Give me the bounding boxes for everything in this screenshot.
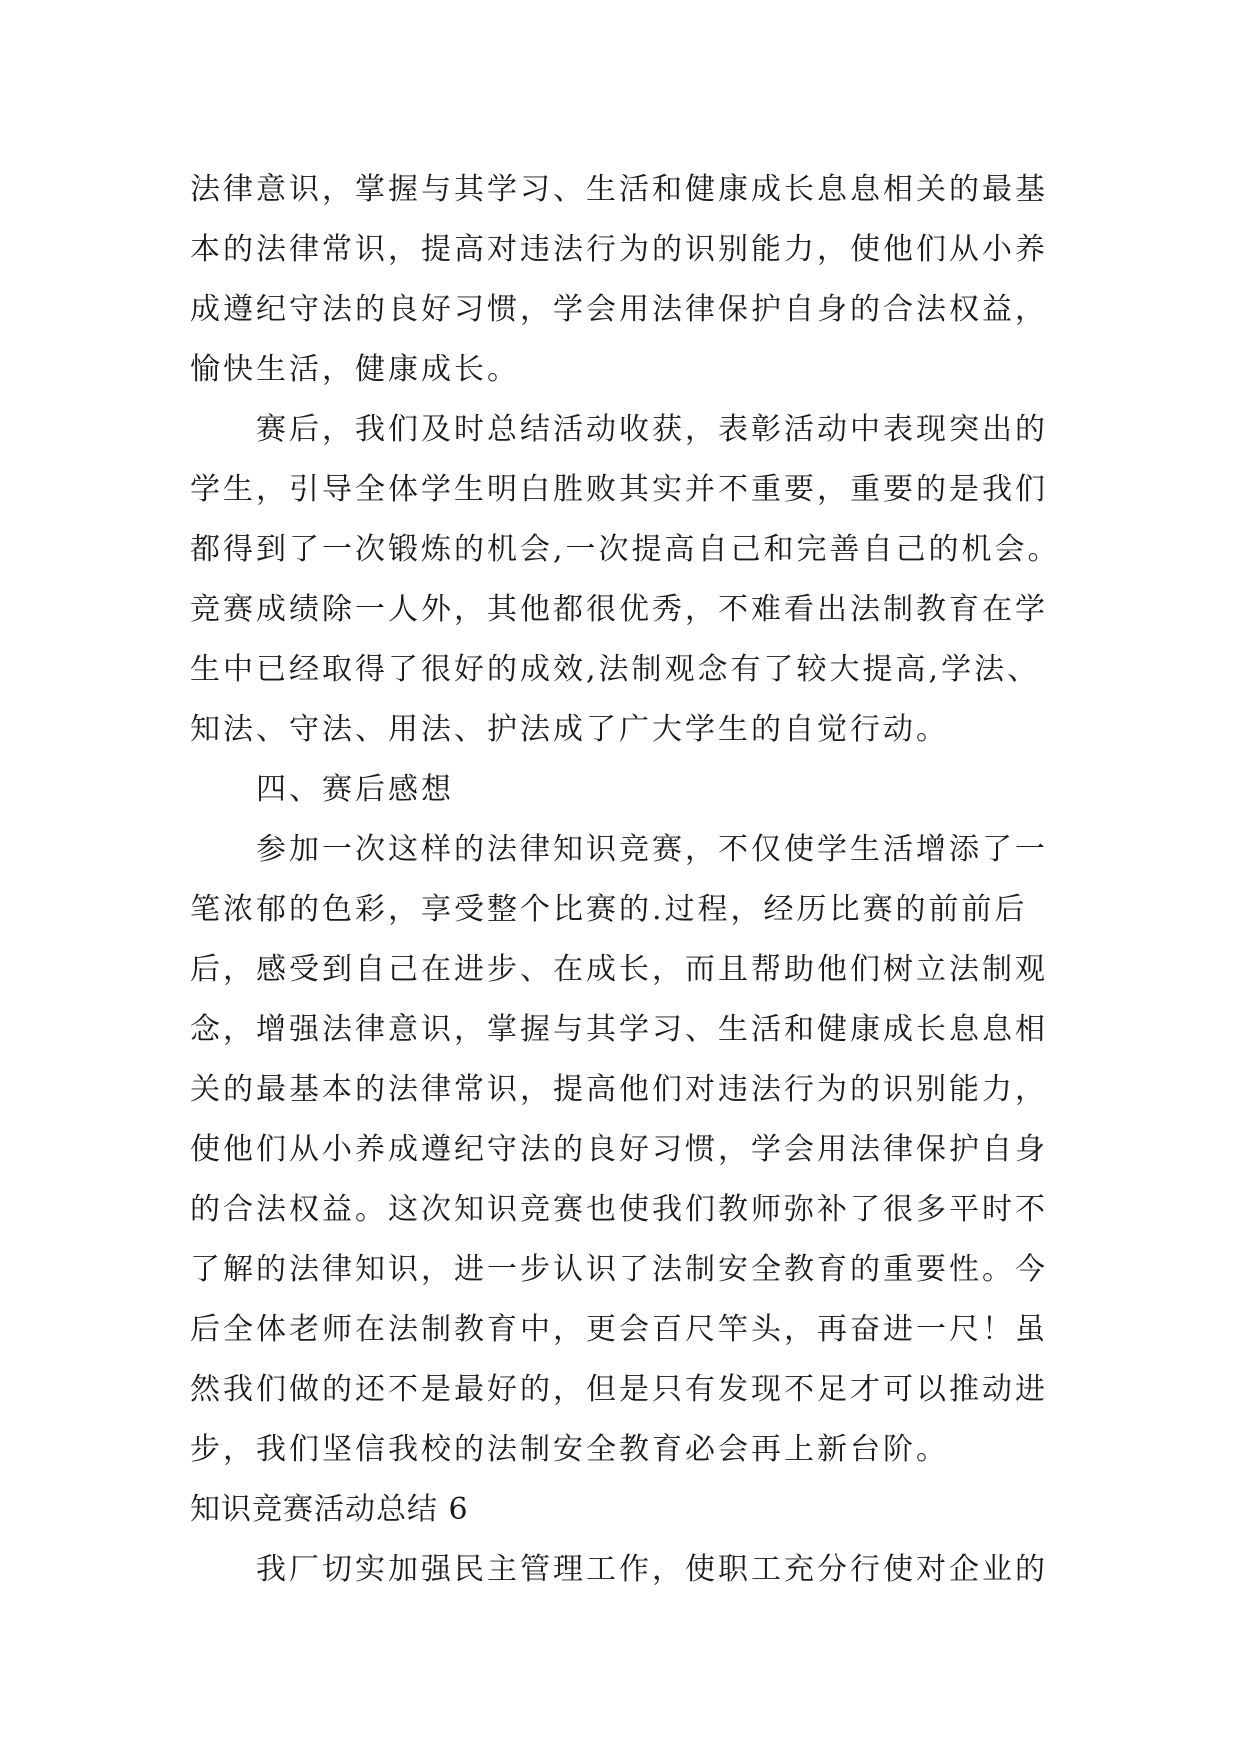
text-line: 知法、守法、用法、护法成了广大学生的自觉行动。 [190, 712, 949, 747]
paragraph-start-line: 赛后，我们及时总结活动收获，表彰活动中表现突出的 [256, 412, 1048, 447]
text-line: 笔浓郁的色彩，享受整个比赛的.过程，经历比赛的前前后 [190, 892, 1028, 927]
text-line: 然我们做的还不是最好的，但是只有发现不足才可以推动进 [190, 1372, 1048, 1407]
text-line: 使他们从小养成遵纪守法的良好习惯，学会用法律保护自身 [190, 1132, 1048, 1167]
paragraph-start-line: 参加一次这样的法律知识竞赛，不仅使学生活增添了一 [256, 832, 1048, 867]
text-line: 愉快生活，健康成长。 [190, 352, 520, 387]
text-line: 生中已经取得了很好的成效,法制观念有了较大提高,学法、 [190, 652, 1041, 687]
text-line: 的合法权益。这次知识竞赛也使我们教师弥补了很多平时不 [190, 1192, 1048, 1227]
text-line: 成遵纪守法的良好习惯，学会用法律保护自身的合法权益， [190, 292, 1048, 327]
section-heading: 四、赛后感想 [256, 772, 454, 807]
article-title: 知识竞赛活动总结 6 [190, 1492, 469, 1527]
text-line: 后全体老师在法制教育中，更会百尺竿头，再奋进一尺！虽 [190, 1312, 1048, 1347]
text-line: 法律意识，掌握与其学习、生活和健康成长息息相关的最基 [190, 172, 1048, 207]
text-line: 后，感受到自己在进步、在成长，而且帮助他们树立法制观 [190, 952, 1048, 987]
text-line: 都得到了一次锻炼的机会,一次提高自己和完善自己的机会。 [190, 532, 1061, 567]
text-line: 了解的法律知识，进一步认识了法制安全教育的重要性。今 [190, 1252, 1048, 1287]
text-line: 竞赛成绩除一人外，其他都很优秀，不难看出法制教育在学 [190, 592, 1048, 627]
text-line: 步，我们坚信我校的法制安全教育必会再上新台阶。 [190, 1432, 949, 1467]
text-line: 本的法律常识，提高对违法行为的识别能力，使他们从小养 [190, 232, 1048, 267]
text-line: 关的最基本的法律常识，提高他们对违法行为的识别能力， [190, 1072, 1048, 1107]
document-body [190, 160, 1060, 1600]
paragraph-start-line: 我厂切实加强民主管理工作，使职工充分行使对企业的 [256, 1552, 1048, 1587]
text-line: 念，增强法律意识，掌握与其学习、生活和健康成长息息相 [190, 1012, 1048, 1047]
text-line: 学生，引导全体学生明白胜败其实并不重要，重要的是我们 [190, 472, 1048, 507]
